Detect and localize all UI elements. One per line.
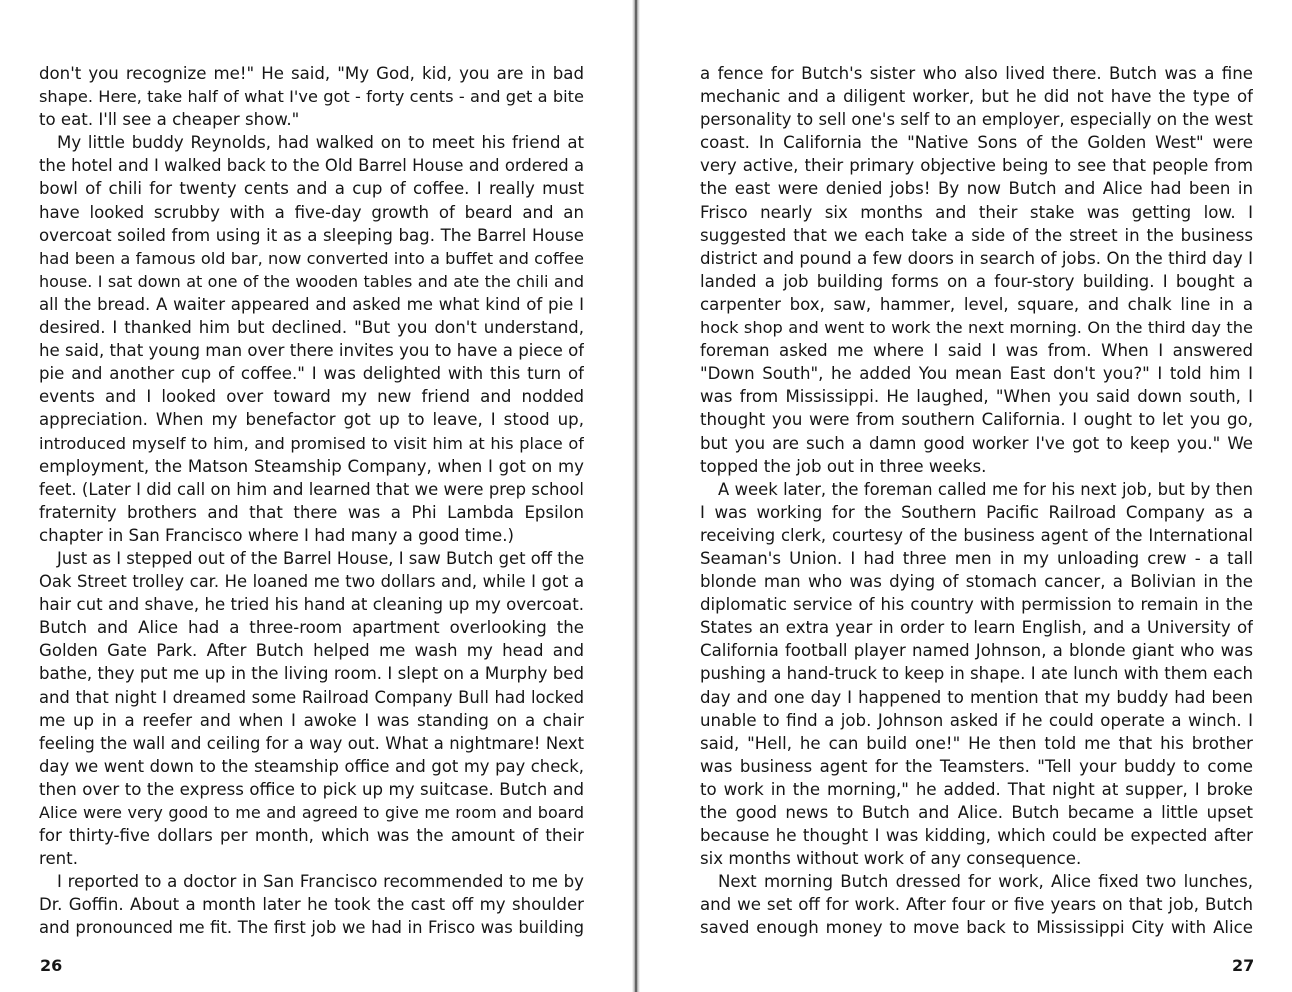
text-line: Alice were very good to me and agreed to give me room and board xyxy=(39,803,584,822)
text-line: I was working for the Southern Pacific Railroad Company as a xyxy=(700,502,1253,522)
text-line: said, "Hell, he can build one!" He then told me that his brother xyxy=(700,733,1253,753)
text-line: receiving clerk, courtesy of the business agent of the International xyxy=(700,525,1253,545)
text-line: to eat. I'll see a cheaper show." xyxy=(39,110,300,130)
text-line: fraternity brothers and that there was a Phi Lambda Epsilon xyxy=(39,502,584,522)
left-page-text xyxy=(39,62,584,940)
text-line: he said, that young man over there invites you to have a piece of xyxy=(39,341,584,361)
text-line: the hotel and I walked back to the Old Barrel House and ordered a xyxy=(39,156,584,176)
text-line: My little buddy Reynolds, had walked on to meet his friend at xyxy=(57,133,584,153)
text-line: thought you were from southern California. I ought to let you go, xyxy=(700,410,1253,430)
text-line: A week later, the foreman called me for his next job, but by then xyxy=(718,479,1253,499)
text-line: Golden Gate Park. After Butch helped me wash my head and xyxy=(39,641,584,661)
text-line: Butch and Alice had a three-room apartment overlooking the xyxy=(39,618,584,638)
text-line: don't you recognize me!" He said, "My God, kid, you are in bad xyxy=(39,64,584,83)
text-line: personality to sell one's self to an employer, especially on the west xyxy=(700,110,1253,130)
text-line: feeling the wall and ceiling for a way out. What a nightmare! Next xyxy=(39,733,584,753)
text-line: and we set off for work. After four or five years on that job, Butch xyxy=(700,895,1253,915)
text-line: feet. (Later I did call on him and learned that we were prep school xyxy=(39,479,584,499)
text-line: a fence for Butch's sister who also lived there. Butch was a fine xyxy=(700,64,1253,83)
text-line: landed a job building forms on a four-story building. I bought a xyxy=(700,271,1253,291)
text-line: and that night I dreamed some Railroad Company Bull had locked xyxy=(39,687,584,707)
text-line: six months without work of any consequence. xyxy=(700,849,1082,869)
right-page xyxy=(640,0,1292,992)
text-line: topped the job out in three weeks. xyxy=(700,456,987,476)
text-line: overcoat soiled from using it as a sleeping bag. The Barrel House xyxy=(39,225,584,245)
text-line: had been a famous old bar, now converted into a buffet and coffee xyxy=(39,248,584,268)
left-page xyxy=(0,0,632,992)
text-line: employment, the Matson Steamship Company, when I got on my xyxy=(39,456,584,476)
text-line: shape. Here, take half of what I've got - forty cents - and get a bite xyxy=(39,87,584,107)
text-line: but you are such a damn good worker I've got to keep you." We xyxy=(700,433,1253,453)
text-line: and pronounced me fit. The first job we had in Frisco was building xyxy=(39,918,584,938)
text-line: I reported to a doctor in San Francisco recommended to me by xyxy=(57,872,584,892)
text-line: blonde man who was dying of stomach cancer, a Bolivian in the xyxy=(700,572,1253,592)
text-line: Oak Street trolley car. He loaned me two dollars and, while I got a xyxy=(39,572,584,592)
text-line: pushing a hand-truck to keep in shape. I ate lunch with them each xyxy=(700,664,1253,684)
text-line: have looked scrubby with a five-day growth of beard and an xyxy=(39,202,584,222)
text-line: introduced myself to him, and promised to visit him at his place of xyxy=(39,433,584,453)
page-number-right: 27 xyxy=(1232,956,1255,975)
text-line: because he thought I was kidding, which could be expected after xyxy=(700,826,1253,846)
text-line: pie and another cup of coffee." I was delighted with this turn of xyxy=(39,364,584,384)
text-line: was business agent for the Teamsters. "Tell your buddy to come xyxy=(700,756,1253,776)
text-line: me up in a reefer and when I awoke I was standing on a chair xyxy=(39,710,584,730)
text-line: bowl of chili for twenty cents and a cup of coffee. I really must xyxy=(39,179,584,199)
text-line: saved enough money to move back to Mississippi City with Alice xyxy=(700,918,1253,938)
text-line: all the bread. A waiter appeared and asked me what kind of pie I xyxy=(39,294,584,314)
text-line: hock shop and went to work the next morning. On the third day the xyxy=(700,318,1253,338)
text-line: to work in the morning," he added. That night at supper, I broke xyxy=(700,779,1253,799)
text-line: diplomatic service of his country with permission to remain in the xyxy=(700,595,1253,615)
right-page-text xyxy=(700,62,1253,940)
text-line: suggested that we each take a side of the street in the business xyxy=(700,225,1253,245)
text-line: the good news to Butch and Alice. Butch became a little upset xyxy=(700,803,1253,822)
text-line: "Down South", he added You mean East don't you?" I told him I xyxy=(700,364,1253,384)
text-line: events and I looked over toward my new friend and nodded xyxy=(39,387,584,407)
book-spine xyxy=(632,0,640,992)
text-line: mechanic and a diligent worker, but he did not have the type of xyxy=(700,87,1253,107)
text-line: Dr. Goffin. About a month later he took the cast off my shoulder xyxy=(39,895,584,915)
text-line: was from Mississippi. He laughed, "When you said down south, I xyxy=(700,387,1253,407)
text-line: district and pound a few doors in search of jobs. On the third day I xyxy=(700,248,1253,268)
text-line: day and one day I happened to mention that my buddy had been xyxy=(700,687,1253,707)
text-line: very active, their primary objective being to see that people from xyxy=(700,156,1253,176)
text-line: rent. xyxy=(39,849,78,869)
text-line: unable to find a job. Johnson asked if he could operate a winch. I xyxy=(700,710,1253,730)
text-line: hair cut and shave, he tried his hand at cleaning up my overcoat. xyxy=(39,595,584,615)
text-line: foreman asked me where I said I was from. When I answered xyxy=(700,341,1253,361)
text-line: bathe, they put me up in the living room. I slept on a Murphy bed xyxy=(39,664,584,684)
text-line: Seaman's Union. I had three men in my unloading crew - a tall xyxy=(700,548,1253,568)
text-line: carpenter box, saw, hammer, level, square, and chalk line in a xyxy=(700,294,1253,314)
text-line: coast. In California the "Native Sons of the Golden West" were xyxy=(700,133,1253,153)
text-line: Frisco nearly six months and their stake was getting low. I xyxy=(700,202,1253,222)
text-line: appreciation. When my benefactor got up to leave, I stood up, xyxy=(39,410,584,430)
text-line: desired. I thanked him but declined. "But you don't understand, xyxy=(39,318,584,338)
text-line: Just as I stepped out of the Barrel House, I saw Butch get off the xyxy=(57,548,584,568)
text-line: chapter in San Francisco where I had many a good time.) xyxy=(39,525,514,545)
text-line: States an extra year in order to learn English, and a University of xyxy=(700,618,1253,638)
text-line: Next morning Butch dressed for work, Alice fixed two lunches, xyxy=(718,872,1253,892)
text-line: house. I sat down at one of the wooden tables and ate the chili and xyxy=(39,271,584,291)
text-line: California football player named Johnson, a blonde giant who was xyxy=(700,641,1253,661)
text-line: for thirty-five dollars per month, which was the amount of their xyxy=(39,826,584,846)
text-line: then over to the express office to pick up my suitcase. Butch and xyxy=(39,779,584,799)
text-line: day we went down to the steamship office and got my pay check, xyxy=(39,756,584,776)
text-line: the east were denied jobs! By now Butch and Alice had been in xyxy=(700,179,1253,199)
page-number-left: 26 xyxy=(40,956,63,975)
